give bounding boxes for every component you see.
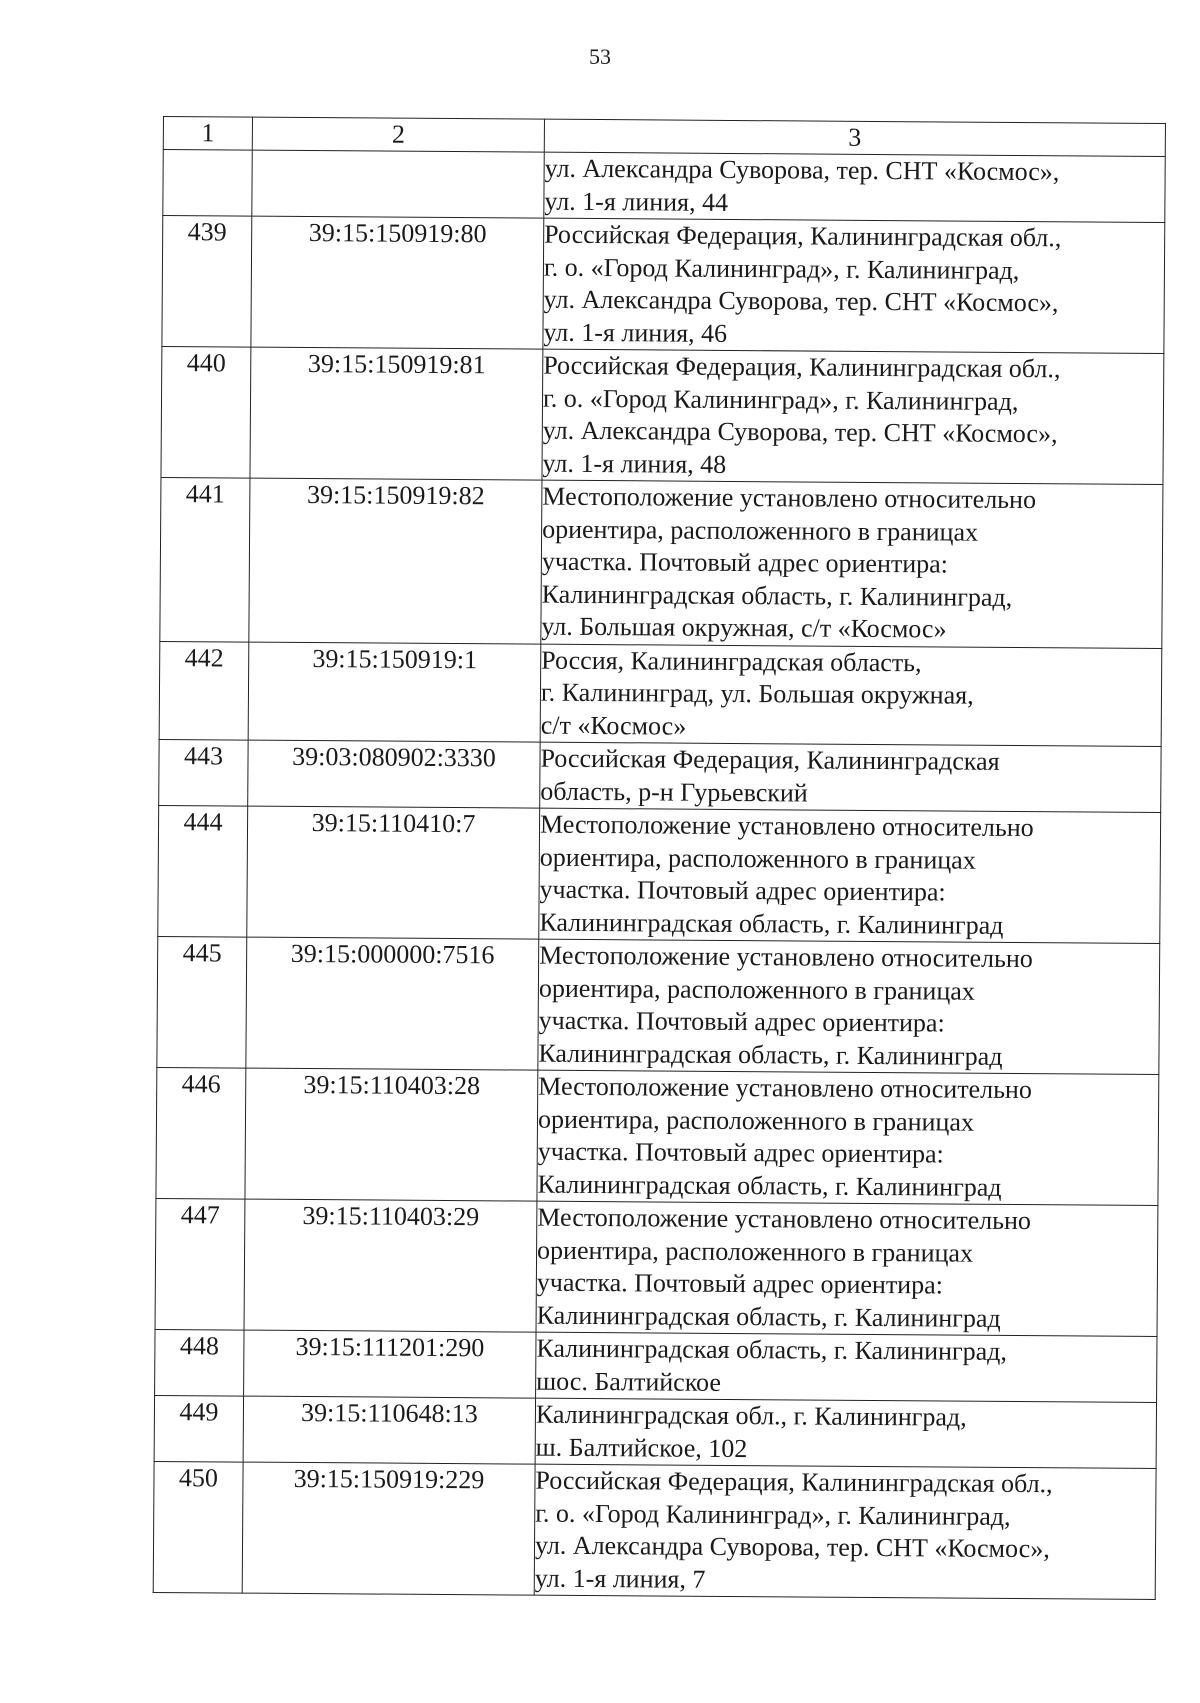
address-cell — [538, 939, 1160, 1074]
cadastral-number: 39:15:110403:28 — [245, 1068, 538, 1201]
table-row — [156, 1067, 1159, 1205]
address-line: участка. Почтовый адрес ориентира: — [541, 546, 949, 579]
address-line: шос. Балтийское — [536, 1366, 722, 1397]
address-cell — [543, 218, 1165, 353]
address-line: г. о. «Город Калининград», г. Калининград, — [535, 1498, 1011, 1531]
table-row — [154, 1395, 1156, 1468]
address-line: Россия, Калининградская область, — [541, 645, 922, 677]
cadastral-number: 39:15:150919:81 — [250, 347, 543, 480]
table-row — [162, 216, 1165, 354]
table-row — [153, 1461, 1156, 1599]
row-number: 445 — [157, 936, 247, 1068]
cadastral-number: 39:15:150919:80 — [251, 216, 544, 349]
address-line: с/т «Космос» — [540, 710, 687, 741]
row-number: 443 — [159, 739, 248, 806]
cadastral-number: 39:15:150919:1 — [248, 642, 541, 743]
address-line: ориентира, расположенного в границах — [537, 1104, 975, 1137]
address-line: Российская Федерация, Калининградская обл., — [535, 1465, 1053, 1499]
address-line: Российская Федерация, Калининградская обл., — [544, 219, 1062, 253]
address-line: Местоположение установлено относительно — [539, 809, 1034, 843]
address-cell — [542, 349, 1164, 484]
address-line: г. о. «Город Калининград», г. Калининград, — [543, 252, 1020, 285]
address-line: ул. Александра Суворова, тер. СНТ «Космос», — [543, 284, 1059, 318]
table-row — [159, 641, 1162, 746]
address-line: ориентира, расположенного в границах — [536, 1235, 974, 1268]
address-line: ул. Александра Суворова, тер. СНТ «Космос», — [542, 415, 1058, 449]
cadastral-number: 39:15:150919:82 — [249, 478, 542, 644]
table-row — [155, 1329, 1157, 1402]
row-number — [163, 150, 252, 217]
table-row — [161, 346, 1164, 484]
table-row — [163, 150, 1165, 223]
address-line: область, р-н Гурьевский — [540, 776, 808, 808]
cadastral-number: 39:15:110648:13 — [243, 1396, 535, 1464]
row-number: 448 — [155, 1329, 244, 1396]
address-cell — [540, 742, 1161, 812]
address-cell — [544, 152, 1165, 222]
address-line: ориентира, расположенного в границах — [538, 973, 975, 1006]
address-line: ул. 1-я линия, 46 — [543, 317, 728, 348]
address-cell — [536, 1201, 1158, 1336]
address-cell — [536, 1332, 1157, 1402]
address-line: Местоположение установлено относительно — [537, 1202, 1032, 1236]
table-row — [158, 805, 1161, 943]
address-line: участка. Почтовый адрес ориентира: — [539, 874, 946, 907]
row-number: 446 — [156, 1067, 246, 1199]
page-number: 53 — [589, 44, 611, 69]
column-number-2: 2 — [252, 117, 544, 152]
address-line: Калининградская область, г. Калининград, — [541, 579, 1013, 612]
address-line: ш. Балтийское, 102 — [535, 1432, 748, 1463]
cadastral-number: 39:15:110403:29 — [244, 1199, 537, 1332]
cadastral-number: 39:15:000000:7516 — [246, 937, 539, 1070]
row-number: 440 — [161, 346, 251, 478]
land-plot-table — [153, 116, 1166, 1600]
table-row — [160, 477, 1163, 647]
address-line: ул. Большая окружная, с/т «Космос» — [541, 611, 947, 644]
address-line: Российская Федерация, Калининградская — [540, 743, 1000, 776]
address-line: ул. 1-я линия, 44 — [544, 186, 729, 217]
address-line: ул. 1-я линия, 48 — [542, 448, 727, 479]
cadastral-number: 39:03:080902:3330 — [248, 740, 540, 808]
address-line: участка. Почтовый адрес ориентира: — [537, 1136, 944, 1169]
column-number-1: 1 — [163, 117, 252, 151]
address-cell — [540, 644, 1162, 747]
cadastral-number: 39:15:150919:229 — [242, 1462, 535, 1595]
address-line: участка. Почтовый адрес ориентира: — [536, 1267, 944, 1300]
address-cell — [535, 1398, 1156, 1468]
address-cell — [534, 1464, 1156, 1599]
address-line: ул. Александра Суворова, тер. СНТ «Космос», — [534, 1530, 1050, 1564]
address-line: Калининградская область, г. Калининград, — [536, 1333, 1008, 1366]
cadastral-number: 39:15:111201:290 — [244, 1330, 536, 1398]
row-number: 442 — [159, 641, 249, 740]
table-row — [155, 1198, 1158, 1336]
table-row — [157, 936, 1160, 1074]
address-cell — [537, 1070, 1159, 1205]
address-line: Калининградская обл., г. Калининград, — [535, 1399, 967, 1432]
row-number: 447 — [155, 1198, 245, 1330]
table-body — [153, 150, 1165, 1600]
address-line: Местоположение установлено относительно — [539, 940, 1033, 974]
address-line: Калининградская область, г. Калининград — [537, 1169, 1002, 1202]
address-line: ул. Александра Суворова, тер. СНТ «Космос», — [544, 153, 1060, 187]
address-line: г. Калининград, ул. Большая окружная, — [540, 677, 974, 710]
cadastral-number: 39:15:110410:7 — [247, 806, 540, 939]
table-row — [159, 739, 1161, 812]
column-number-3: 3 — [544, 119, 1165, 156]
row-number: 449 — [154, 1395, 243, 1462]
address-line: Российская Федерация, Калининградская обл., — [543, 350, 1061, 384]
address-line: участка. Почтовый адрес ориентира: — [538, 1005, 945, 1038]
address-line: Калининградская область, г. Калининград — [539, 907, 1004, 940]
row-number: 444 — [158, 805, 248, 937]
cadastral-number — [252, 150, 544, 218]
address-line: ориентира, расположенного в границах — [539, 842, 976, 875]
row-number: 441 — [160, 477, 250, 641]
address-line: Местоположение установлено относительно — [538, 1071, 1032, 1105]
address-line: ориентира, расположенного в границах — [542, 514, 979, 547]
address-line: Местоположение установлено относительно — [542, 481, 1037, 515]
address-line: г. о. «Город Калининград», г. Калининград, — [542, 383, 1019, 416]
address-line: Калининградская область, г. Калининград — [536, 1300, 1001, 1333]
address-cell — [539, 808, 1161, 943]
row-number: 439 — [162, 216, 252, 348]
row-number: 450 — [153, 1461, 243, 1593]
address-line: ул. 1-я линия, 7 — [534, 1563, 706, 1594]
address-line: Калининградская область, г. Калининград — [538, 1038, 1003, 1071]
address-cell — [541, 480, 1163, 648]
